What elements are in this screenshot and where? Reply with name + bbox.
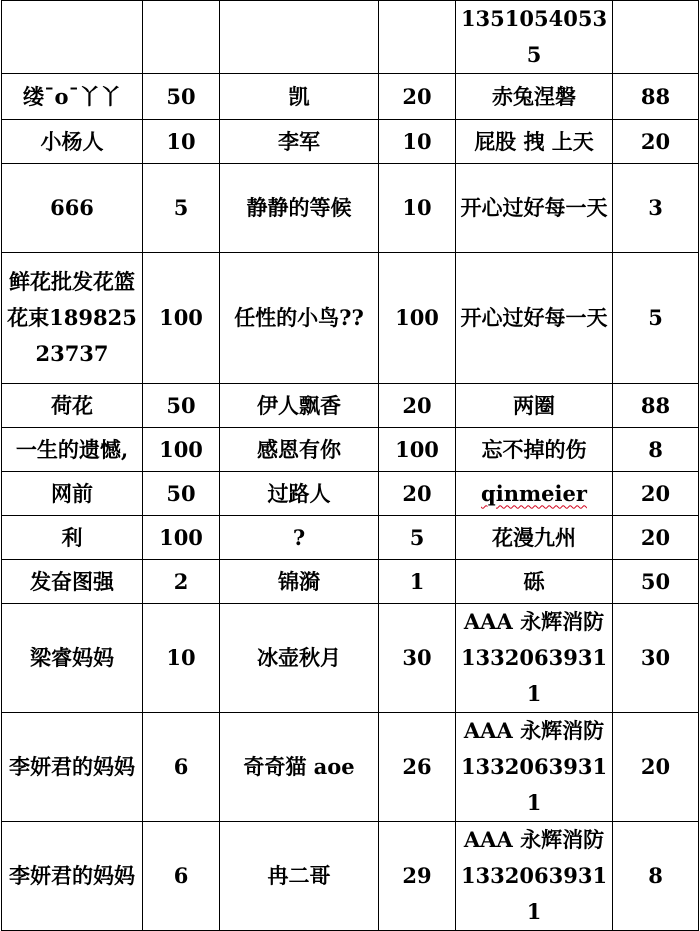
amount-cell-1 [143, 1, 220, 74]
name-cell-3: 忘不掉的伤 [456, 428, 613, 472]
amount-cell-2: 100 [379, 428, 456, 472]
name-cell-2: 李军 [220, 120, 379, 164]
name-cell-1: 荷花 [2, 384, 143, 428]
amount-cell-3: 8 [613, 428, 699, 472]
amount-cell-3: 20 [613, 472, 699, 516]
table-row [2, 560, 699, 604]
table-row [2, 74, 699, 120]
name-cell-2 [220, 1, 379, 74]
amount-cell-2: 20 [379, 74, 456, 120]
amount-cell-1: 100 [143, 253, 220, 384]
name-cell-1: 一生的遗憾, [2, 428, 143, 472]
amount-cell-1: 50 [143, 74, 220, 120]
name-cell-1: 小杨人 [2, 120, 143, 164]
amount-cell-2: 1 [379, 560, 456, 604]
amount-cell-2: 29 [379, 822, 456, 931]
name-cell-1: 缕¯o¯丫丫 [2, 74, 143, 120]
amount-cell-3: 20 [613, 713, 699, 822]
name-cell-2: 静静的等候 [220, 164, 379, 253]
name-cell-2: 过路人 [220, 472, 379, 516]
amount-cell-3: 5 [613, 253, 699, 384]
name-cell-1: 网前 [2, 472, 143, 516]
amount-cell-2: 30 [379, 604, 456, 713]
name-cell-3: 花漫九州 [456, 516, 613, 560]
name-cell-3: AAA 永辉消防13320639311 [456, 604, 613, 713]
amount-cell-1: 6 [143, 713, 220, 822]
amount-cell-2: 20 [379, 384, 456, 428]
amount-cell-3: 50 [613, 560, 699, 604]
table-row [2, 1, 699, 74]
table-row [2, 253, 699, 384]
table-row [2, 120, 699, 164]
amount-cell-3: 88 [613, 74, 699, 120]
name-cell-2: 冰壶秋月 [220, 604, 379, 713]
table-row [2, 713, 699, 822]
misspelled-text: qinmeier [481, 480, 587, 506]
table-row [2, 384, 699, 428]
amount-cell-1: 100 [143, 428, 220, 472]
name-cell-1: 利 [2, 516, 143, 560]
name-cell-3: 13510540535 [456, 1, 613, 74]
name-cell-3: 砾 [456, 560, 613, 604]
amount-cell-3 [613, 1, 699, 74]
name-cell-2: 凯 [220, 74, 379, 120]
name-cell-1: 发奋图强 [2, 560, 143, 604]
name-cell-3: 开心过好每一天 [456, 164, 613, 253]
name-cell-3 [456, 472, 613, 516]
amount-cell-2 [379, 1, 456, 74]
amount-cell-2: 20 [379, 472, 456, 516]
amount-cell-2: 26 [379, 713, 456, 822]
amount-cell-1: 5 [143, 164, 220, 253]
amount-cell-2: 100 [379, 253, 456, 384]
table-row [2, 822, 699, 931]
name-cell-3: 赤兔涅磐 [456, 74, 613, 120]
amount-cell-1: 10 [143, 120, 220, 164]
name-cell-3: AAA 永辉消防13320639311 [456, 822, 613, 931]
amount-cell-1: 50 [143, 472, 220, 516]
name-cell-3: 两圈 [456, 384, 613, 428]
name-cell-2: 任性的小鸟?? [220, 253, 379, 384]
name-cell-1: 梁睿妈妈 [2, 604, 143, 713]
name-cell-1: 李妍君的妈妈 [2, 713, 143, 822]
table-row [2, 428, 699, 472]
table-row [2, 164, 699, 253]
amount-cell-3: 20 [613, 516, 699, 560]
name-cell-3: AAA 永辉消防13320639311 [456, 713, 613, 822]
name-text: 奇奇猫 aoe [243, 754, 355, 779]
name-cell-3: 屁股 拽 上天 [456, 120, 613, 164]
name-cell-2: 冉二哥 [220, 822, 379, 931]
amount-cell-1: 100 [143, 516, 220, 560]
amount-cell-3: 8 [613, 822, 699, 931]
amount-cell-2: 10 [379, 164, 456, 253]
amount-cell-2: 5 [379, 516, 456, 560]
amount-cell-2: 10 [379, 120, 456, 164]
amount-cell-1: 10 [143, 604, 220, 713]
name-cell-2: 锦漪 [220, 560, 379, 604]
name-cell-2: 伊人飘香 [220, 384, 379, 428]
name-cell-1: 李妍君的妈妈 [2, 822, 143, 931]
amount-cell-3: 3 [613, 164, 699, 253]
table-row [2, 472, 699, 516]
name-cell-2 [220, 713, 379, 822]
amount-cell-3: 30 [613, 604, 699, 713]
name-cell-1: 666 [2, 164, 143, 253]
name-cell-1: 鲜花批发花篮花束18982523737 [2, 253, 143, 384]
amount-cell-1: 50 [143, 384, 220, 428]
name-cell-2: 感恩有你 [220, 428, 379, 472]
table-row [2, 516, 699, 560]
donation-table [1, 0, 699, 931]
amount-cell-1: 2 [143, 560, 220, 604]
amount-cell-3: 20 [613, 120, 699, 164]
amount-cell-3: 88 [613, 384, 699, 428]
name-cell-3: 开心过好每一天 [456, 253, 613, 384]
table-row [2, 604, 699, 713]
name-cell-1 [2, 1, 143, 74]
name-cell-2: ? [220, 516, 379, 560]
amount-cell-1: 6 [143, 822, 220, 931]
